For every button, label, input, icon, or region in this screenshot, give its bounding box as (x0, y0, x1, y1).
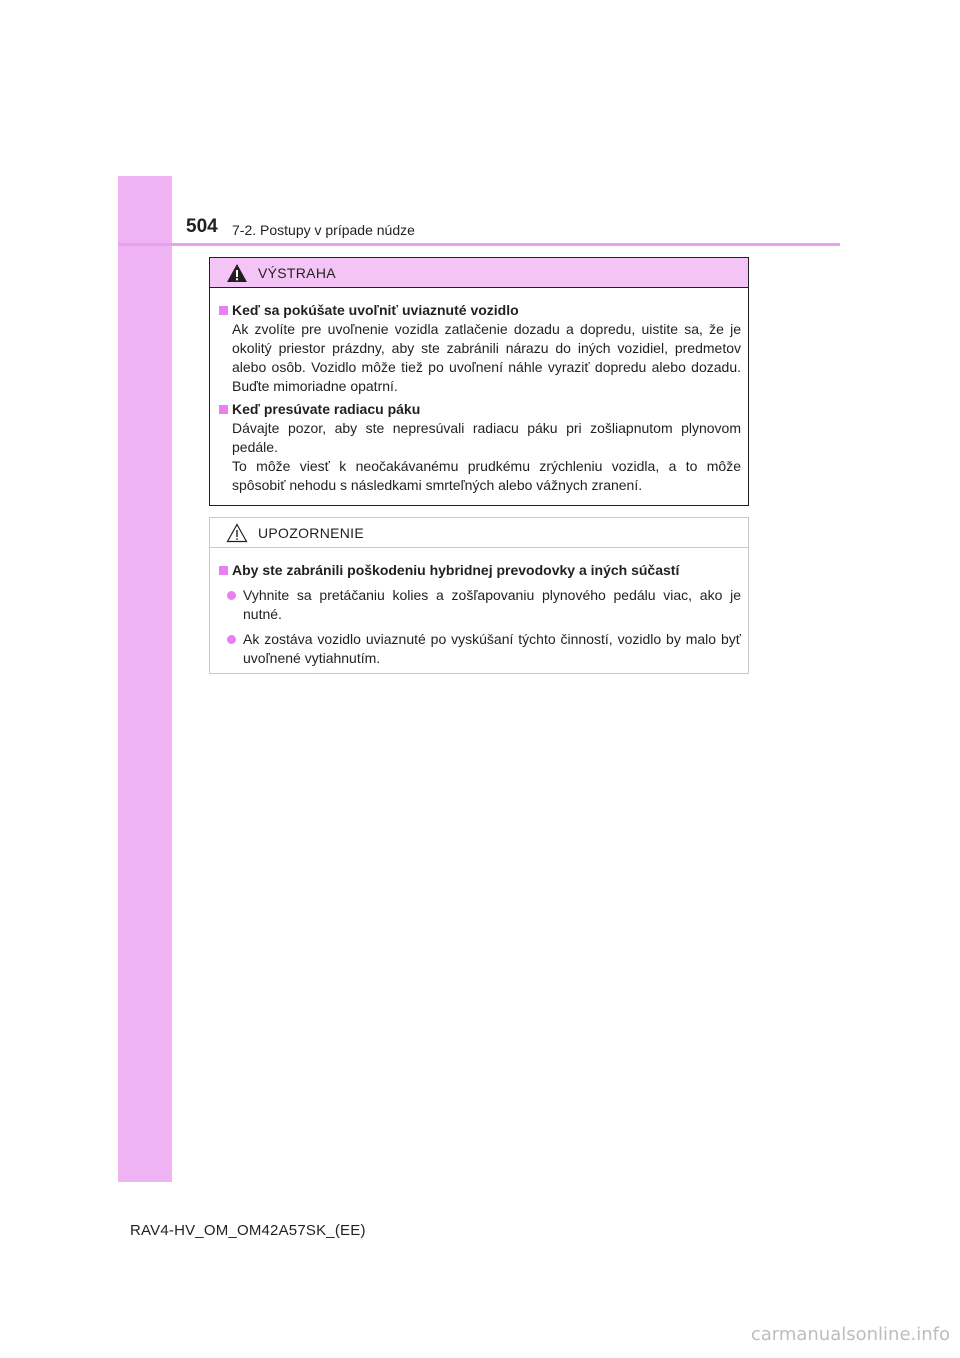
warning-box-body (210, 288, 748, 495)
warning-item-heading-text: Keď sa pokúšate uvoľniť uviaznuté vozidlo (232, 302, 519, 318)
watermark: carmanualsonline.info (750, 1324, 950, 1345)
warning-box (209, 257, 749, 506)
document-code: RAV4-HV_OM_OM42A57SK_(EE) (130, 1222, 366, 1239)
square-bullet-icon (219, 566, 228, 575)
list-item-text: Ak zostáva vozidlo uviaznuté po vyskúšaní týchto činností, vozidlo by malo byť uvoľnené vytiahnutím. (243, 631, 741, 666)
list-item (227, 586, 741, 624)
chapter-side-band (118, 176, 172, 1182)
warning-item-heading (219, 301, 741, 320)
round-bullet-icon (227, 635, 236, 644)
warning-triangle-outline-icon (226, 523, 248, 543)
caution-title: UPOZORNENIE (258, 524, 364, 541)
warning-triangle-filled-icon (226, 263, 248, 283)
page-number: 504 (186, 216, 218, 237)
warning-item-text: Ak zvolíte pre uvoľnenie vozidla zatlačenie dozadu a dopredu, uistite sa, že je okolitý priestor prázdny, aby ste zabránili nárazu do iných vozidiel, predmetov alebo osôb. Vozidlo môže tiež po uvoľnení náhle vyraziť dopredu alebo dozadu. Buďte mimoriadne opatrní. (232, 321, 741, 394)
caution-item-heading-text: Aby ste zabránili poškodeniu hybridnej prevodovky a iných súčastí (232, 562, 680, 578)
warning-item-text: Dávajte pozor, aby ste nepresúvali radiacu páku pri zošliapnutom plynovom pedále. (232, 420, 741, 455)
warning-title: VÝSTRAHA (258, 264, 336, 281)
square-bullet-icon (219, 306, 228, 315)
list-item (227, 630, 741, 668)
caution-item-heading (219, 561, 741, 580)
list-item-text: Vyhnite sa pretáčaniu kolies a zošľapovaniu plynového pedálu viac, ako je nutné. (243, 587, 741, 622)
warning-box-header (210, 258, 748, 288)
header-rule (118, 243, 840, 246)
caution-box (209, 517, 749, 674)
warning-item-heading-text: Keď presúvate radiacu páku (232, 401, 421, 417)
warning-item-text: To môže viesť k neočakávanému prudkému zrýchleniu vozidla, a to môže spôsobiť nehodu s následkami smrteľných alebo vážnych zranení. (232, 458, 741, 493)
square-bullet-icon (219, 405, 228, 414)
caution-box-body (210, 548, 748, 668)
warning-item-heading (219, 400, 741, 419)
round-bullet-icon (227, 591, 236, 600)
caution-box-header (210, 518, 748, 548)
section-title: 7-2. Postupy v prípade núdze (232, 222, 415, 238)
